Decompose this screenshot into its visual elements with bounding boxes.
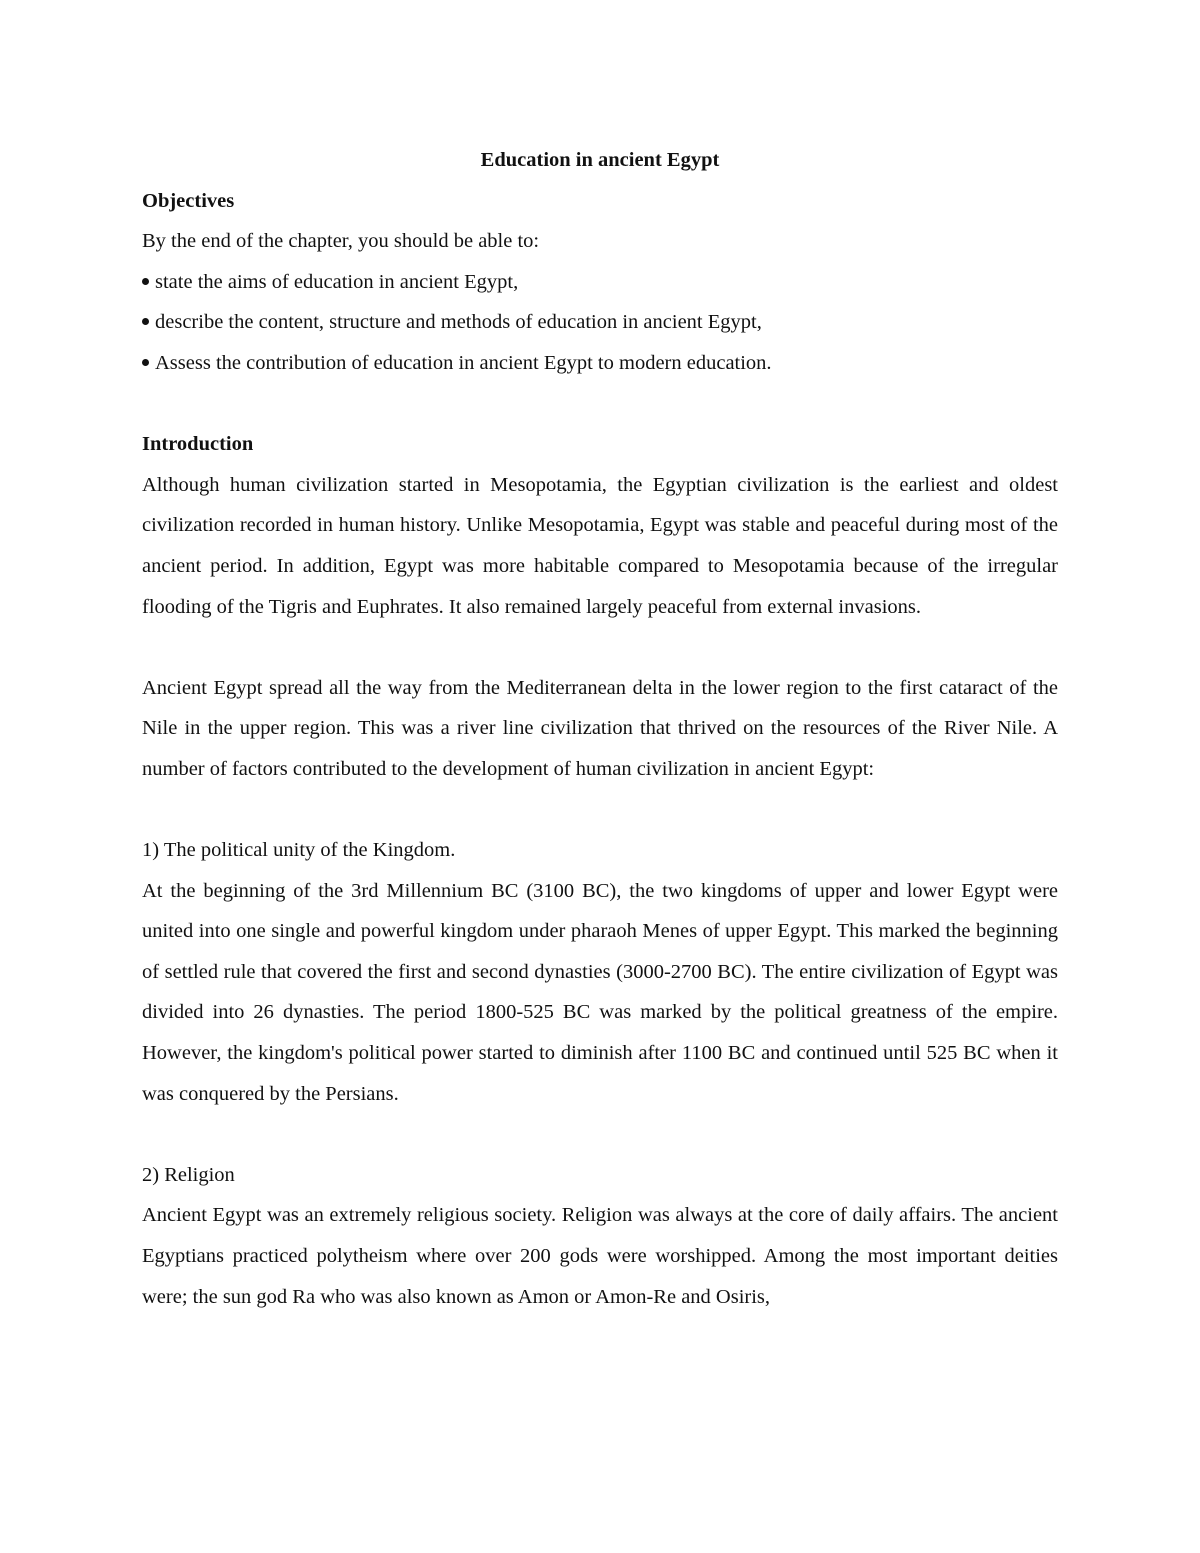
- bullet-icon: [142, 318, 149, 325]
- objective-item: [142, 343, 1058, 384]
- objective-item: [142, 302, 1058, 343]
- bullet-icon: [142, 278, 149, 285]
- factor-1-paragraph: At the beginning of the 3rd Millennium BC (3100 BC), the two kingdoms of upper and lower Egypt were united into one single and powerful kingdom under pharaoh Menes of upper Egypt. This marked the beginning of settled rule that covered the first and second dynasties (3000-2700 BC). The entire civilization of Egypt was divided into 26 dynasties. The period 1800-525 BC was marked by the political greatness of the empire. However, the kingdom's political power started to diminish after 1100 BC and continued until 525 BC when it was conquered by the Persians.: [142, 879, 1058, 1105]
- spacer: [142, 627, 1058, 668]
- objectives-heading: Objectives: [142, 189, 235, 212]
- bullet-icon: [142, 359, 149, 366]
- factor-2-heading: 2) Religion: [142, 1163, 235, 1186]
- introduction-heading: Introduction: [142, 433, 254, 456]
- spacer: [142, 384, 1058, 425]
- introduction-paragraph-1: Although human civilization started in Mesopotamia, the Egyptian civilization is the earliest and oldest civilization recorded in human history. Unlike Mesopotamia, Egypt was stable and peaceful during most of the ancient period. In addition, Egypt was more habitable compared to Mesopotamia because of the irregular flooding of the Tigris and Euphrates. It also remained largely peaceful from external invasions.: [142, 473, 1058, 618]
- introduction-paragraph-2: Ancient Egypt spread all the way from the Mediterranean delta in the lower region to the first cataract of the Nile in the upper region. This was a river line civilization that thrived on the resources of the River Nile. A number of factors contributed to the development of human civilization in ancient Egypt:: [142, 676, 1058, 780]
- factor-1-heading: 1) The political unity of the Kingdom.: [142, 839, 456, 862]
- objectives-intro: By the end of the chapter, you should be able to:: [142, 230, 540, 253]
- objective-item-text: describe the content, structure and methods of education in ancient Egypt,: [155, 311, 762, 334]
- spacer: [142, 1114, 1058, 1155]
- document-page: [142, 140, 1058, 1317]
- spacer: [142, 790, 1058, 831]
- objective-item-text: Assess the contribution of education in ancient Egypt to modern education.: [155, 351, 772, 374]
- objective-item-text: state the aims of education in ancient Egypt,: [155, 270, 519, 293]
- document-title: Education in ancient Egypt: [480, 149, 720, 171]
- objective-item: [142, 262, 1058, 303]
- factor-2-paragraph: Ancient Egypt was an extremely religious society. Religion was always at the core of daily affairs. The ancient Egyptians practiced polytheism where over 200 gods were worshipped. Among the most important deities were; the sun god Ra who was also known as Amon or Amon-Re and Osiris,: [142, 1204, 1058, 1308]
